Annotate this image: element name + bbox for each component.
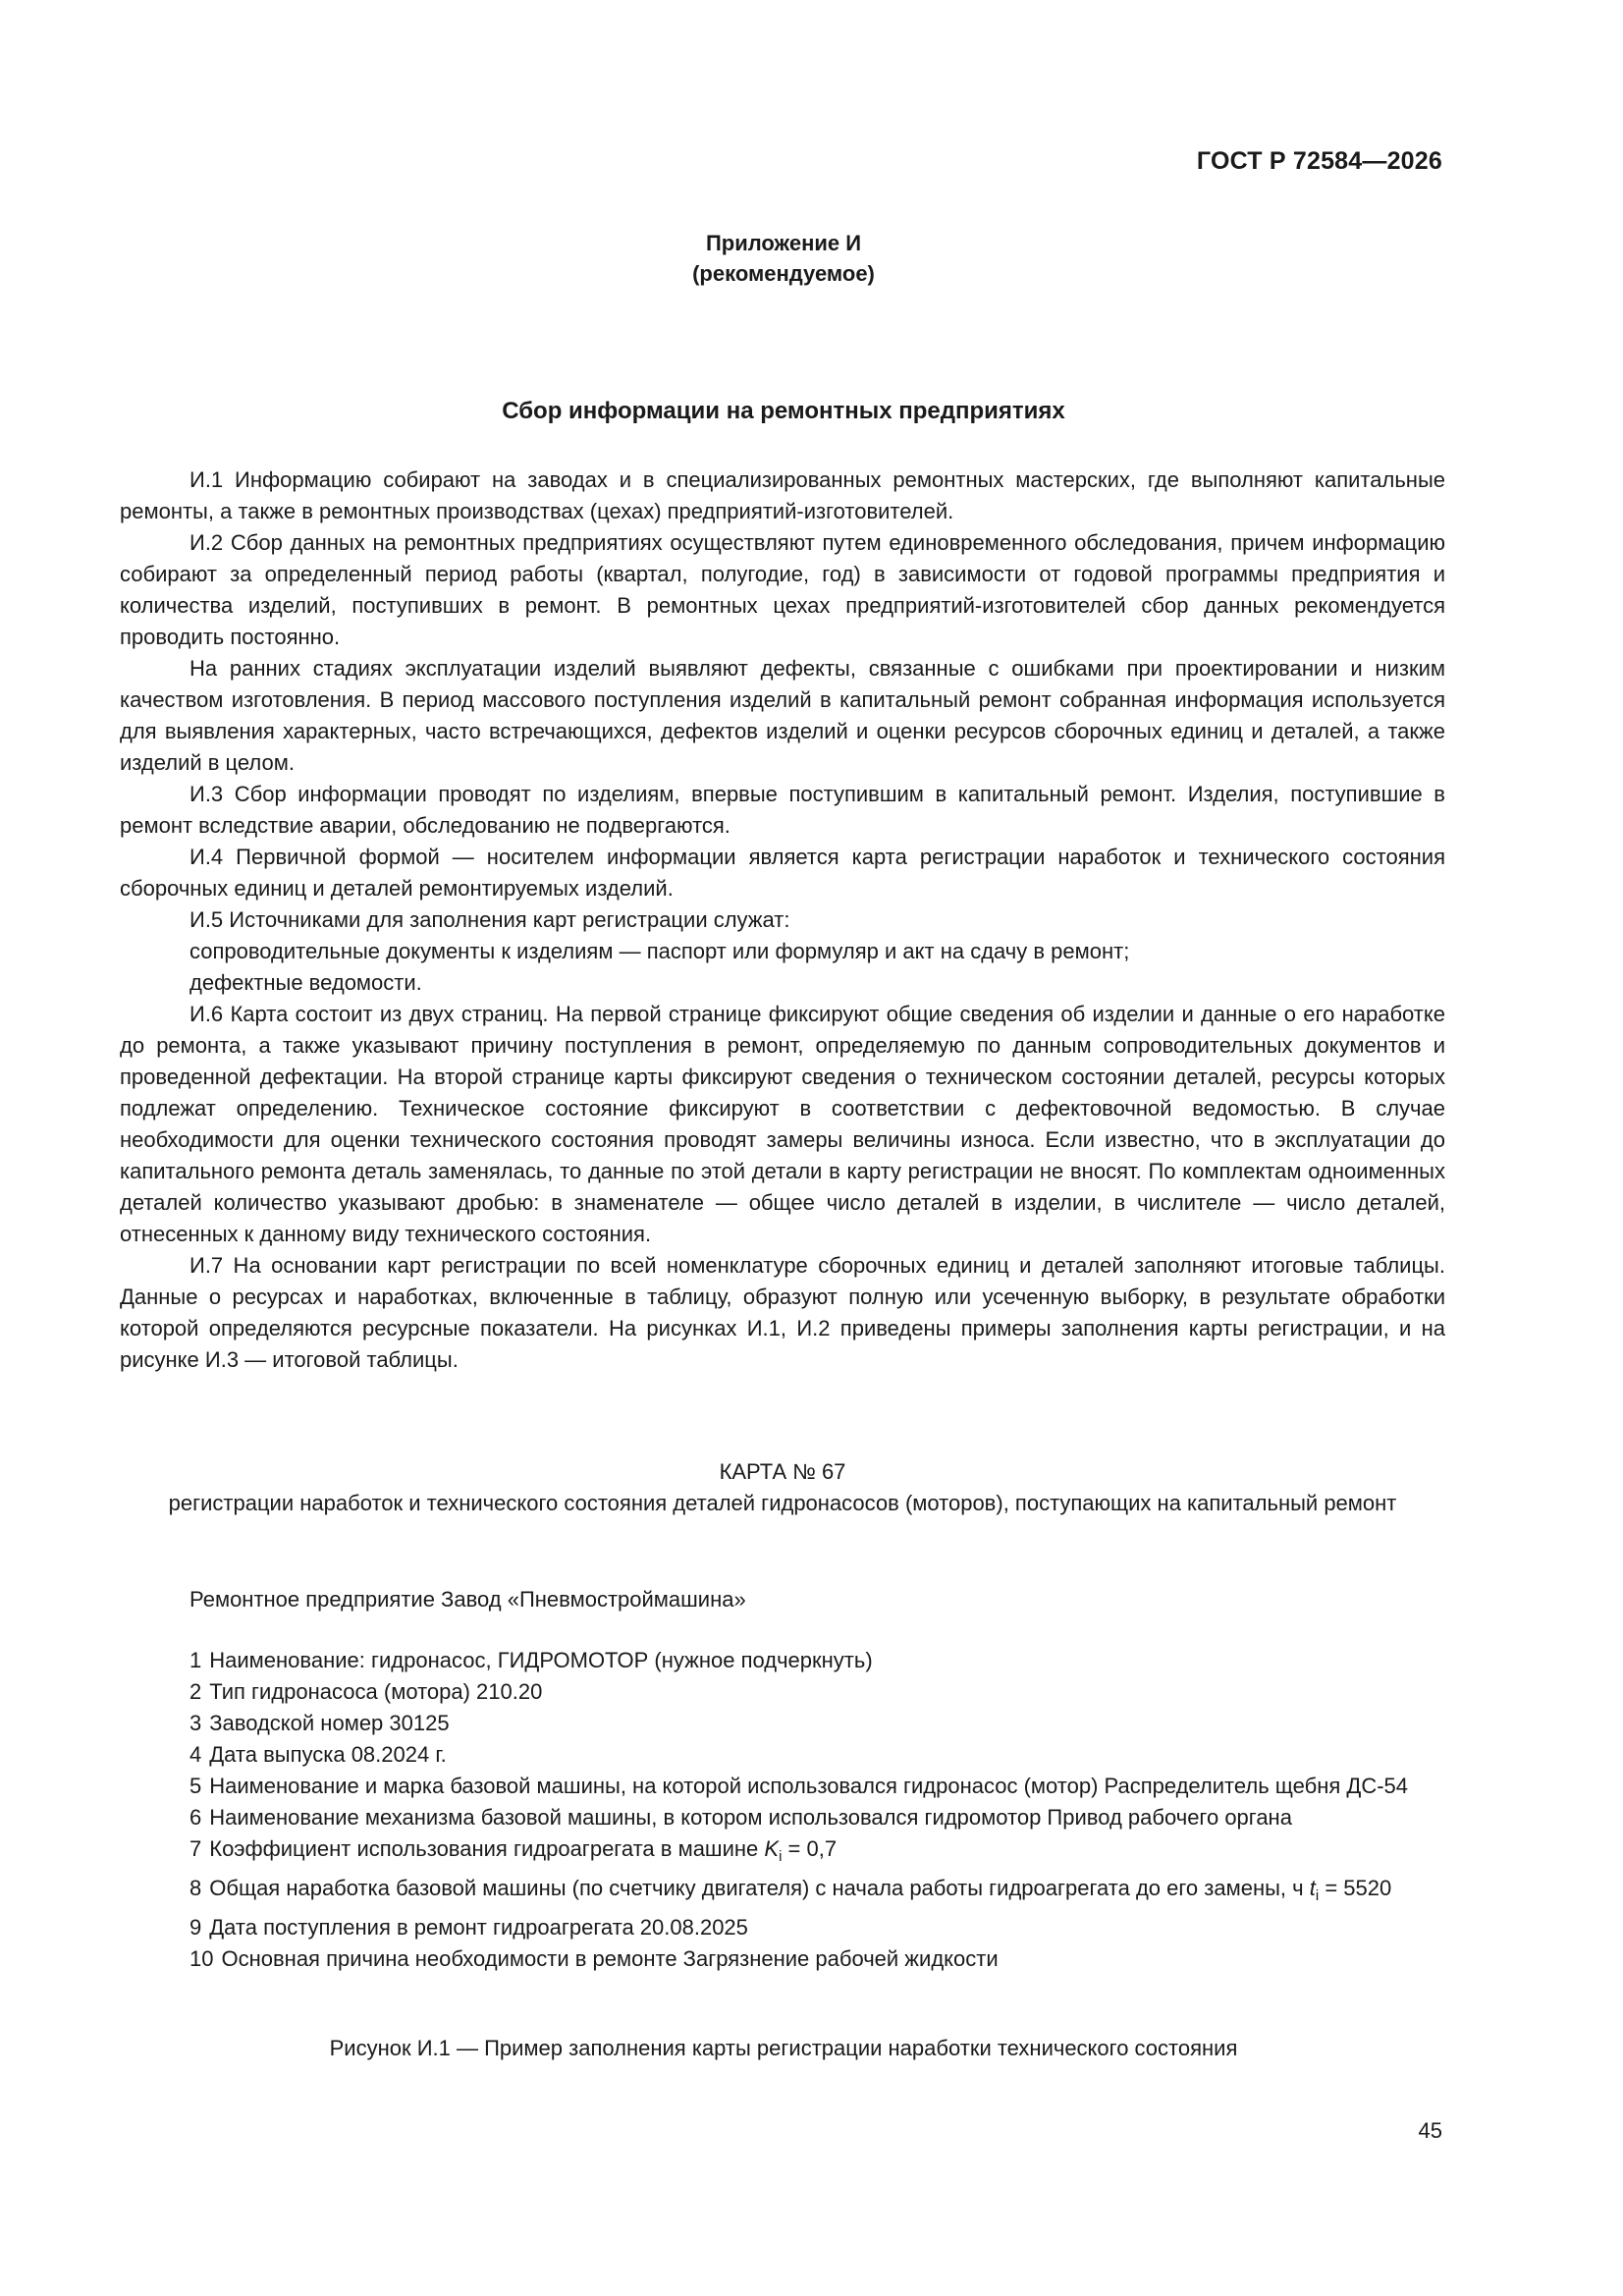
- figure-caption: Рисунок И.1 — Пример заполнения карты регистрации наработки технического состояния: [329, 2036, 1238, 2060]
- card-enterprise: Ремонтное предприятие Завод «Пневмостроймашина»: [189, 1587, 746, 1612]
- card-heading: [120, 1456, 1445, 1519]
- k-symbol: K: [764, 1836, 780, 1861]
- section-title: Сбор информации на ремонтных предприятиях: [502, 398, 1065, 424]
- card-field-10: 10 Основная причина необходимости в ремонте Загрязнение рабочей жидкости: [189, 1946, 999, 1971]
- card-field-5: 5 Наименование и марка базовой машины, на которой использовался гидронасос (мотор) Распределитель щебня ДС-54: [189, 1774, 1409, 1798]
- list-item-defect-sheets: дефектные ведомости.: [189, 970, 422, 995]
- t-symbol: t: [1309, 1876, 1316, 1900]
- body-text: [120, 465, 1445, 1376]
- page-number: 45: [1418, 2118, 1442, 2143]
- card-field-3: 3 Заводской номер 30125: [189, 1711, 450, 1735]
- card-field-1: 1 Наименование: гидронасос, ГИДРОМОТОР (нужное подчеркнуть): [189, 1648, 873, 1672]
- paragraph-i4: И.4 Первичной формой — носителем информации является карта регистрации наработок и технического состояния сборочных единиц и деталей ремонтируемых изделий.: [120, 845, 1445, 901]
- paragraph-i1: И.1 Информацию собирают на заводах и в специализированных ремонтных мастерских, где выполняют капитальные ремонты, а также в ремонтных производствах (цехах) предприятий-изготовителей.: [120, 467, 1445, 523]
- card-field-2: 2 Тип гидронасоса (мотора) 210.20: [189, 1679, 543, 1704]
- paragraph-i2: И.2 Сбор данных на ремонтных предприятиях осуществляют путем единовременного обследования, причем информацию собирают за определенный период работы (квартал, полугодие, год) в зависимости от годовой программы предприятия и количества изделий, поступивших в ремонт. В ремонтных цехах предприятий-изготовителей сбор данных рекомендуется проводить постоянно.: [120, 530, 1445, 649]
- card-field-7: 7 Коэффициент использования гидроагрегата в машине $K_i = 0,7$: [189, 1836, 838, 1865]
- paragraph-early-stages: На ранних стадиях эксплуатации изделий выявляют дефекты, связанные с ошибками при проектировании и низким качеством изготовления. В период массового поступления изделий в капитальный ремонт собранная информация используется для выявления характерных, часто встречающихся, дефектов изделий и оценки ресурсов сборочных единиц и деталей, а также изделий в целом.: [120, 656, 1445, 775]
- card-fields: [120, 1645, 1445, 1975]
- paragraph-i3: И.3 Сбор информации проводят по изделиям, впервые поступившим в капитальный ремонт. Изделия, поступившие в ремонт вследствие аварии, обследованию не подвергаются.: [120, 782, 1445, 838]
- card-field-6: 6 Наименование механизма базовой машины, в котором использовался гидромотор Привод рабочего органа: [189, 1805, 1292, 1830]
- paragraph-i7: И.7 На основании карт регистрации по всей номенклатуре сборочных единиц и деталей заполняют итоговые таблицы. Данные о ресурсах и наработках, включенные в таблицу, образуют полную или усеченную выборку, в результате обработки которой определяются ресурсные показатели. На рисунках И.1, И.2 приведены примеры заполнения карты регистрации, и на рисунке И.3 — итоговой таблицы.: [120, 1253, 1445, 1372]
- card-title: КАРТА № 67: [719, 1459, 846, 1484]
- annex-title: Приложение И: [705, 231, 862, 255]
- paragraph-i5: И.5 Источниками для заполнения карт регистрации служат:: [189, 907, 790, 932]
- list-item-documents: сопроводительные документы к изделиям — паспорт или формуляр и акт на сдачу в ремонт;: [189, 939, 1130, 963]
- card-field-8: 8 Общая наработка базовой машины (по счетчику двигателя) с начала работы гидроагрегата до его замены, ч $t_i = 5520$: [189, 1876, 1392, 1904]
- standard-designation: ГОСТ Р 72584—2026: [1196, 147, 1442, 175]
- card-field-9: 9 Дата поступления в ремонт гидроагрегата 20.08.2025: [189, 1915, 748, 1940]
- annex-status: (рекомендуемое): [692, 261, 875, 286]
- paragraph-i6: И.6 Карта состоит из двух страниц. На первой странице фиксируют общие сведения об изделии и данные о его наработке до ремонта, а также указывают причину поступления в ремонт, определяемую по данным сопроводительных документов и проведенной дефектации. На второй странице карты фиксируют сведения о техническом состоянии деталей, ресурсы которых подлежат определению. Техническое состояние фиксируют в соответствии с дефектовочной ведомостью. В случае необходимости для оценки технического состояния проводят замеры величины износа. Если известно, что в эксплуатации до капитального ремонта деталь заменялась, то данные по этой детали в карту регистрации не вносят. По комплектам одноименных деталей количество указывают дробью: в знаменателе — общее число деталей в изделии, в числителе — число деталей, отнесенных к данному виду технического состояния.: [120, 1002, 1445, 1246]
- annex-heading: [0, 228, 1567, 289]
- card-field-4: 4 Дата выпуска 08.2024 г.: [189, 1742, 447, 1767]
- card-subtitle: регистрации наработок и технического состояния деталей гидронасосов (моторов), поступающих на капитальный ремонт: [168, 1491, 1397, 1515]
